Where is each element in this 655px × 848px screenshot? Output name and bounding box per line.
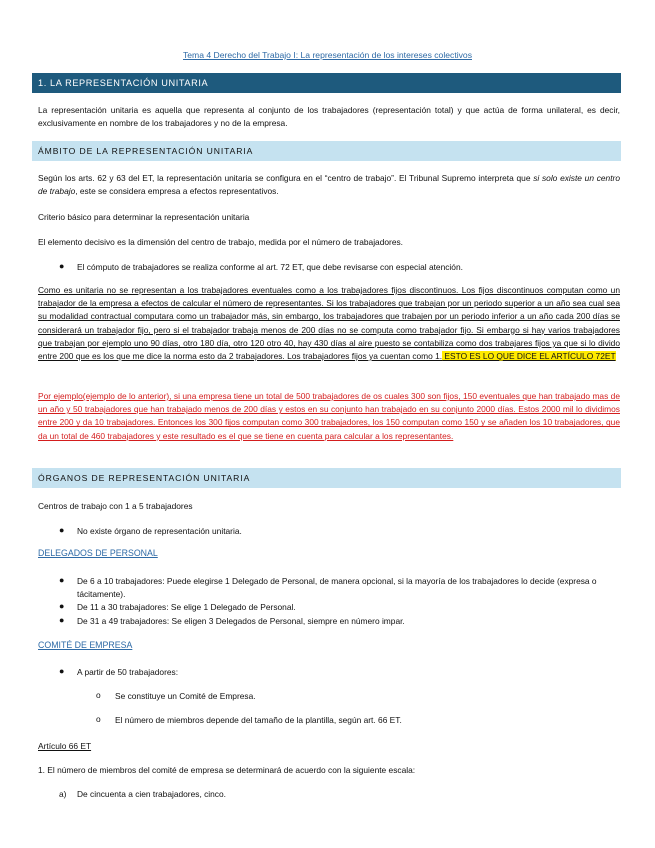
intro-paragraph: La representación unitaria es aquella que representa al conjunto de los trabajadores (representación total) y que actúa de forma unilateral, es decir, exclusivamente en nombre de los trabajadores y no de la empresa.: [38, 105, 620, 129]
delegados-item-1: De 6 a 10 trabajadores: Puede elegirse 1 Delegado de Personal, de manera opcional, si la mayoría de los trabajadores lo decide (expresa o tácitamente).: [77, 576, 597, 600]
section-header-organos: ÓRGANOS DE REPRESENTACIÓN UNITARIA: [32, 468, 621, 488]
delegados-heading: DELEGADOS DE PERSONAL: [38, 548, 158, 558]
bullet-no-existe-text: No existe órgano de representación unitaria.: [77, 526, 242, 536]
bullet-icon: ●: [59, 525, 65, 535]
articulo-66-paragraph: 1. El número de miembros del comité de empresa se determinará de acuerdo con la siguiente escala:: [38, 765, 416, 775]
circle-bullet-icon: o: [96, 690, 101, 700]
ejemplo-paragraph: Por ejemplo(ejemplo de lo anterior), si una empresa tiene un total de 500 trabajadores de os cuales 300 son fijos, 150 eventuales que han trabajado mas de un año y 50 trabajadores que han trabajado menos de 200 días y estos en su conjunto han trabajado en su conjunto 2000 días. Estos 2000 mil lo dividimos entre 200 y da 10 trabajadores. Entonces los 300 fijos computan como 300 trabajadores, los 150 computan como 150 y se añaden los 10 trabajadores, que da un total de 460 trabajadores y este resultado es el que se tiene en cuenta para calcular a los representantes.: [38, 391, 620, 441]
list-marker-a: a): [59, 789, 67, 799]
delegados-item-2: De 11 a 30 trabajadores: Se elige 1 Delegado de Personal.: [77, 602, 296, 612]
bullet-icon: ●: [59, 615, 65, 625]
bullet-50-text: A partir de 50 trabajadores:: [77, 667, 179, 677]
highlight-articulo-72: ESTO ES LO QUE DICE EL ARTÍCULO 72ET: [442, 351, 616, 362]
elemento-decisivo: El elemento decisivo es la dimensión del centro de trabajo, medida por el número de trabajadores.: [38, 237, 403, 247]
eventuales-paragraph: Como es unitaria no se representan a los trabajadores eventuales como a los trabajadores fijos discontinuos. Los fijos discontinuos computan como un trabajador de la empresa a efectos de calcular el número de representantes. Si los trabajadores que trabajan por un periodo superior a un año sea cual sea su modalidad contractual computara como un trabajador más, sin embargo, los trabajadores que trabajen por un periodo inferior a un año cada 200 días se considerará un trabajador fijo, pero si el trabajador trabaja menos de 200 días no se computa como trabajador fijo. Si embargo si hay varios trabajadores que trabajan por ejemplo uno 90 días, otro 180 día, otro 120 otro 40, hay 430 días al aire puesto se contabiliza como dos trabajares fijos ya que si lo divido entre 200 que es los que me dice la norma esto da 2 trabajadores. Los trabajadores fijos ya cuentan como 1. ESTO ES LO QUE DICE EL ARTÍCULO 72ET: [38, 285, 620, 362]
bullet-icon: ●: [59, 261, 65, 271]
bullet-computo-text: El cómputo de trabajadores se realiza conforme al art. 72 ET, que debe revisarse con especial atención.: [77, 262, 463, 272]
bullet-icon: ●: [59, 575, 65, 585]
centros-1-a-5: Centros de trabajo con 1 a 5 trabajadores: [38, 501, 193, 511]
articulo-66-heading: Artículo 66 ET: [38, 741, 92, 751]
section-header-representacion-unitaria: 1. LA REPRESENTACIÓN UNITARIA: [32, 73, 621, 93]
comite-sub-item-1: Se constituye un Comité de Empresa.: [115, 691, 256, 701]
bullet-icon: ●: [59, 601, 65, 611]
criterio-basico: Criterio básico para determinar la representación unitaria: [38, 212, 250, 222]
articulo-66-item-a: De cincuenta a cien trabajadores, cinco.: [77, 789, 226, 799]
comite-sub-item-2: El número de miembros depende del tamaño de la plantilla, según art. 66 ET.: [115, 715, 402, 725]
document-title-link[interactable]: Tema 4 Derecho del Trabajo I: La representación de los intereses colectivos: [182, 50, 472, 60]
ambito-paragraph: Según los arts. 62 y 63 del ET, la representación unitaria se configura en el “centro de trabajo”. El Tribunal Supremo interpreta que si solo existe un centro de trabajo, este se considera empresa a efectos representativos.: [38, 173, 620, 197]
bullet-icon: ●: [59, 666, 65, 676]
circle-bullet-icon: o: [96, 714, 101, 724]
section-header-ambito: ÁMBITO DE LA REPRESENTACIÓN UNITARIA: [32, 141, 621, 161]
delegados-item-3: De 31 a 49 trabajadores: Se eligen 3 Delegados de Personal, siempre en número impar.: [77, 616, 405, 626]
comite-heading: COMITÉ DE EMPRESA: [38, 640, 133, 650]
